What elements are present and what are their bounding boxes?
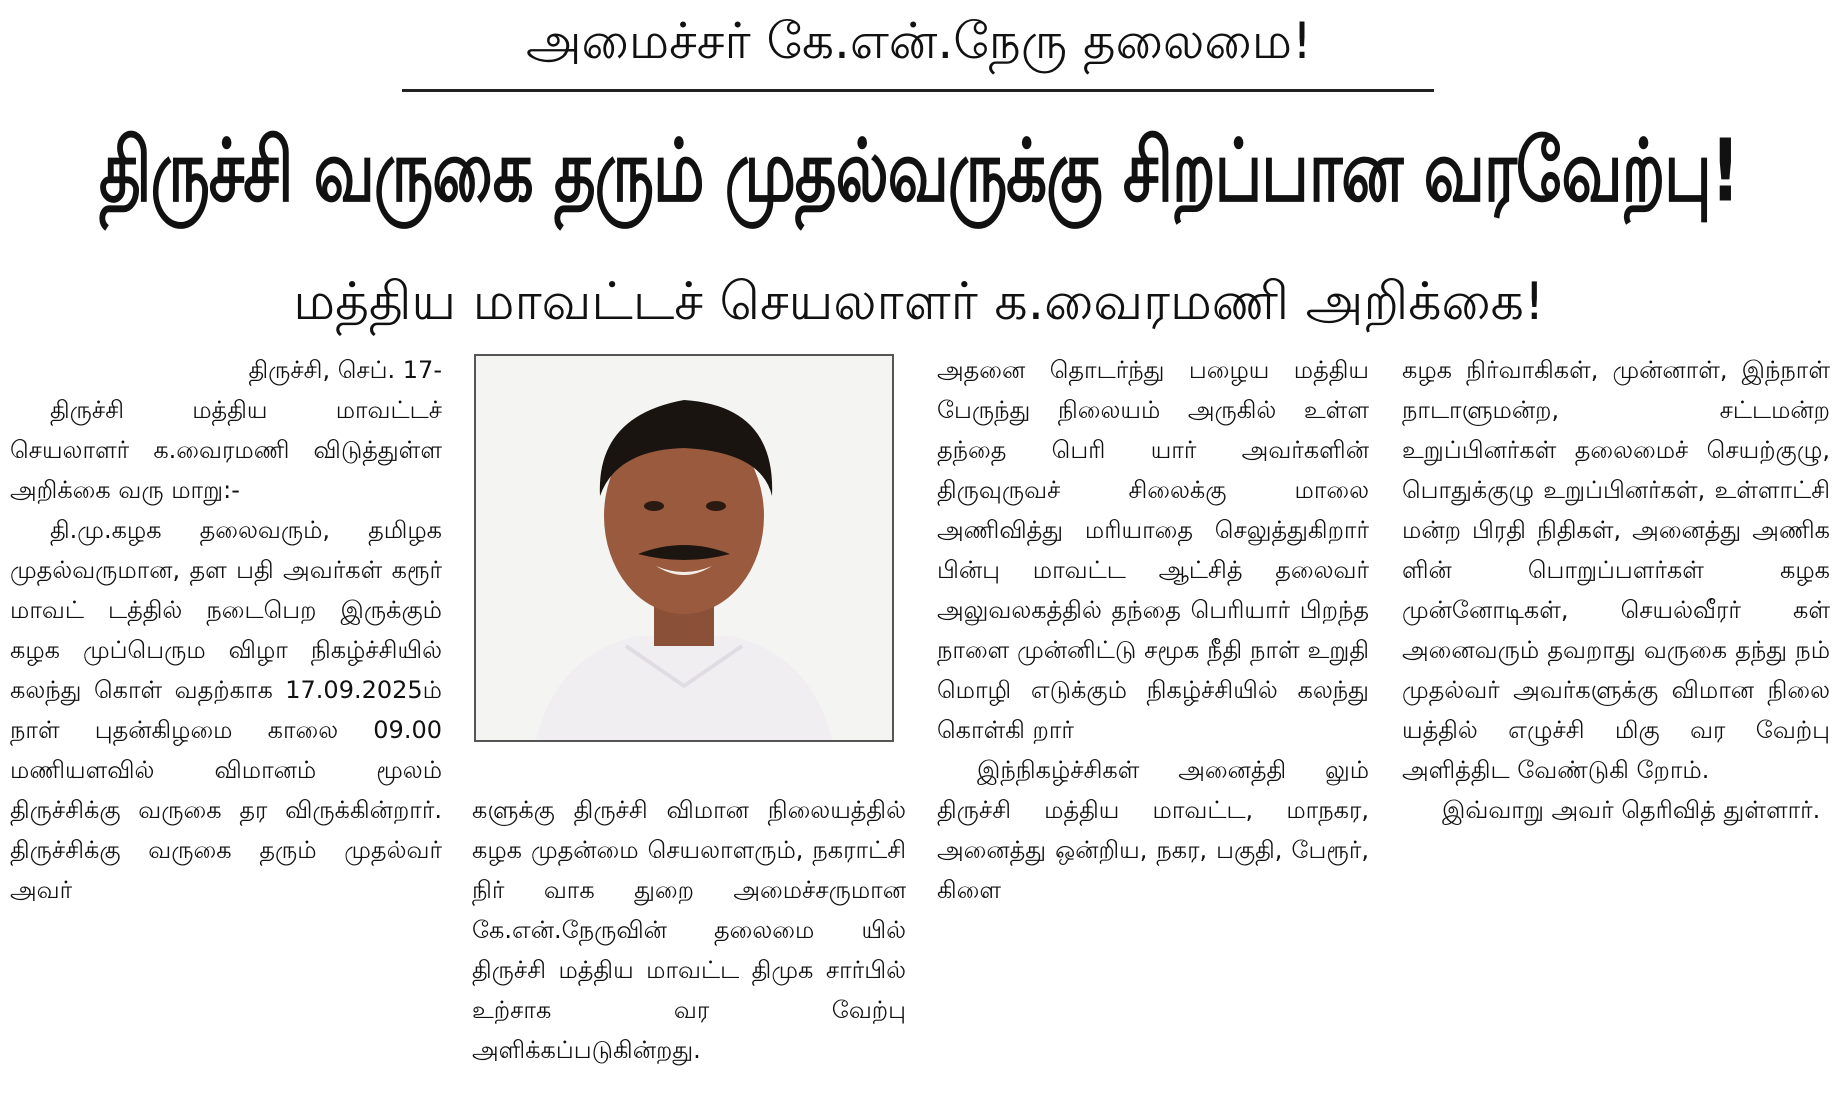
kicker-divider	[402, 89, 1434, 92]
paragraph: கழக நிர்வாகிகள், முன்னாள், இந்நாள் நாடாளுமன்ற, சட்டமன்ற உறுப்பினர்கள் தலைமைச் செயற்குழு, பொதுக்குழு உறுப்பினர்கள், உள்ளாட்சி மன்ற பிரதி நிதிகள், அனைத்து அணிக ளின் பொறுப்பளர்கள் கழக முன்னோடிகள், செயல்வீரர் கள் அனைவரும் தவறாது வருகை தந்து நம் முதல்வர் அவர்களுக்கு விமான நிலை யத்தில் எழுச்சி மிகு வர வேற்பு அளித்திட வேண்டுகி றோம்.	[1402, 356, 1830, 784]
paragraph: அதனை தொடர்ந்து பழைய மத்திய பேருந்து நிலையம் அருகில் உள்ள தந்தை பெரி யார் அவர்களின் திருவுருவச் சிலைக்கு மாலை அணிவித்து மரியாதை செலுத்துகிறார் பின்பு மாவட்ட ஆட்சித் தலைவர் அலுவலகத்தில் தந்தை பெரியார் பிறந்த நாளை முன்னிட்டு சமூக நீதி நாள் உறுதி மொழி எடுக்கும் நிகழ்ச்சியில் கலந்து கொள்கி றார்	[937, 356, 1369, 744]
article-column-2	[472, 790, 906, 1070]
paragraph: இந்நிகழ்ச்சிகள் அனைத்தி லும் திருச்சி மத்திய மாவட்ட, மாநகர, அனைத்து ஒன்றிய, நகர, பகுதி, பேரூர், கிளை	[937, 756, 1369, 904]
article-column-1	[10, 350, 442, 910]
headline: திருச்சி வருகை தரும் முதல்வருக்கு சிறப்பான வரவேற்பு!	[99, 122, 1739, 222]
portrait-photo	[474, 354, 894, 742]
portrait-icon	[476, 356, 892, 740]
article-column-3	[937, 350, 1369, 910]
dateline: திருச்சி, செப். 17-	[248, 356, 442, 384]
kicker-heading: அமைச்சர் கே.என்.நேரு தலைமை!	[525, 12, 1313, 70]
subheadline: மத்திய மாவட்டச் செயலாளர் க.வைரமணி அறிக்கை!	[293, 272, 1545, 332]
paragraph: திருச்சி மத்திய மாவட்டச் செயலாளர் க.வைரமணி விடுத்துள்ள அறிக்கை வரு மாறு:-	[10, 396, 442, 504]
paragraph: இவ்வாறு அவர் தெரிவித் துள்ளார்.	[1442, 796, 1821, 824]
paragraph: களுக்கு திருச்சி விமான நிலையத்தில் கழக முதன்மை செயலாளரும், நகராட்சி நிர் வாக துறை அமைச்சருமான கே.என்.நேருவின் தலைமை யில் திருச்சி மத்திய மாவட்ட திமுக சார்பில் உற்சாக வர வேற்பு அளிக்கப்படுகின்றது.	[472, 796, 906, 1064]
article-column-4	[1402, 350, 1830, 830]
paragraph: தி.மு.கழக தலைவரும், தமிழக முதல்வருமான, தள பதி அவர்கள் கரூர் மாவட் டத்தில் நடைபெற இருக்கும் கழக முப்பெரும விழா நிகழ்ச்சியில் கலந்து கொள் வதற்காக 17.09.2025ம் நாள் புதன்கிழமை காலை 09.00 மணியளவில் விமானம் மூலம் திருச்சிக்கு வருகை தர விருக்கின்றார். திருச்சிக்கு வருகை தரும் முதல்வர் அவர்	[10, 516, 442, 904]
